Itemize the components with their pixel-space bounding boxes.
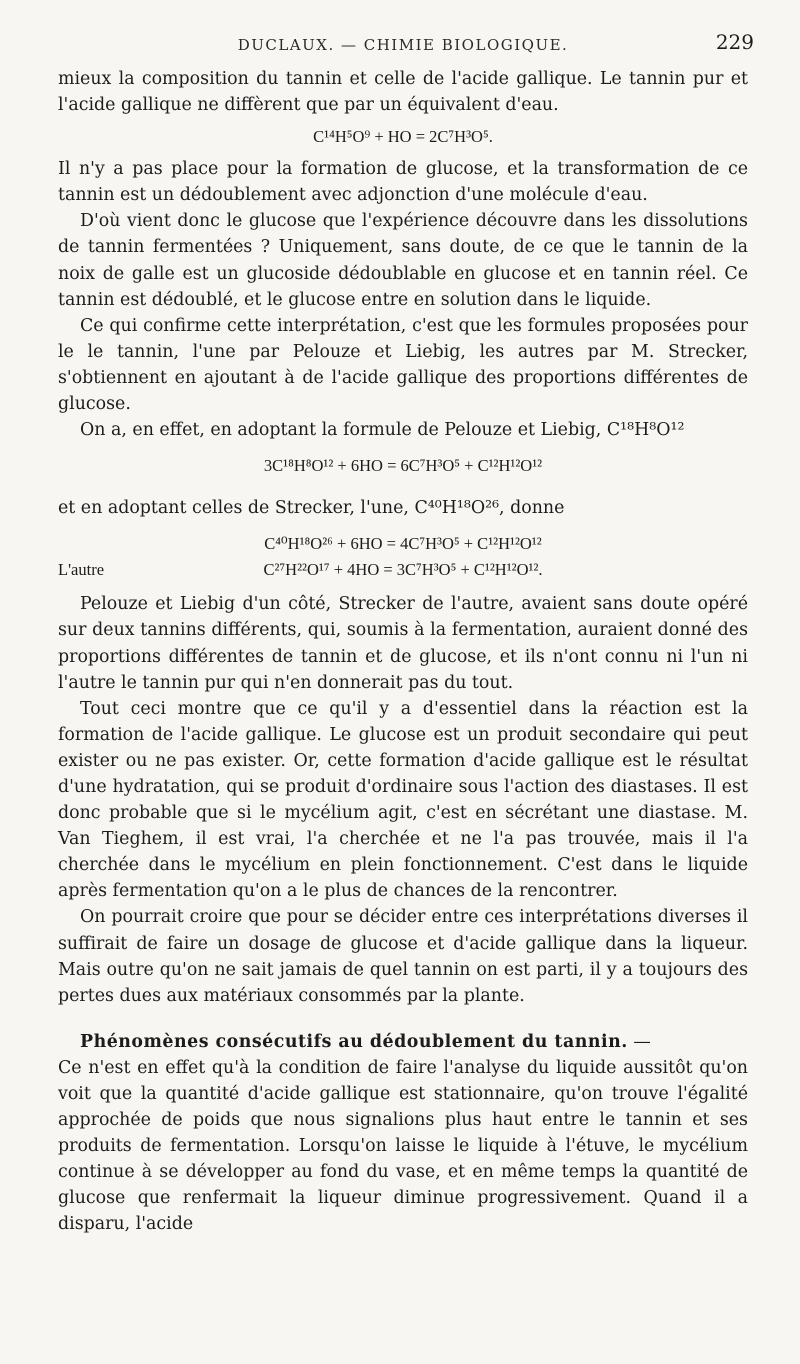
running-head: DUCLAUX. — CHIMIE BIOLOGIQUE. <box>237 36 569 54</box>
formula-1: C¹⁴H⁵O⁹ + HO = 2C⁷H³O⁵. <box>313 127 493 147</box>
paragraph-1: mieux la composition du tannin et celle de l'acide gallique. Le tannin pur et l'acide gallique ne diffèrent que par un équivalent d'eau. <box>58 69 748 116</box>
formula-3: C⁴⁰H¹⁸O²⁶ + 6HO = 4C⁷H³O⁵ + C¹²H¹²O¹² <box>264 534 542 554</box>
paragraph-4: Ce qui confirme cette interprétation, c'est que les formules proposées pour le le tannin, l'une par Pelouze et Liebig, les autres par M. Strecker, s'obtiennent en ajoutant à de l'acide gallique des proportions différentes de glucose. <box>58 315 748 415</box>
page-number: 229 <box>715 30 754 54</box>
formula-4-label: L'autre <box>58 560 105 580</box>
section-dash: — <box>627 1031 651 1052</box>
paragraph-10: Ce n'est en effet qu'à la condition de faire l'analyse du liquide aussitôt qu'on voit que la quantité d'acide gallique est stationnaire, qu'on trouve l'égalité approchée de poids que nous signalions plus haut entre le tannin et ses produits de fermentation. Lorsqu'on laisse le liquide à l'étuve, le mycélium continue à se développer au fond du vase, et en même temps la quantité de glucose que renfermait la liqueur diminue progressivement. Quand il a disparu, l'acide <box>58 1057 748 1235</box>
paragraph-5: On a, en effet, en adoptant la formule de Pelouze et Liebig, C¹⁸H⁸O¹² <box>80 420 685 441</box>
paragraph-6: et en adoptant celles de Strecker, l'une, C⁴⁰H¹⁸O²⁶, donne <box>58 498 565 519</box>
formula-2: 3C¹⁸H⁸O¹² + 6HO = 6C⁷H³O⁵ + C¹²H¹²O¹² <box>263 456 543 476</box>
paragraph-7: Pelouze et Liebig d'un côté, Strecker de l'autre, avaient sans doute opéré sur deux tannins différents, qui, soumis à la fermentation, auraient donné des proportions différentes de tannin et de glucose, et ils n'ont connu ni l'un ni l'autre le tannin pur qui n'en donnerait pas du tout. <box>58 594 748 693</box>
formula-4: C²⁷H²²O¹⁷ + 4HO = 3C⁷H³O⁵ + C¹²H¹²O¹². <box>263 560 543 580</box>
paragraph-2: Il n'y a pas place pour la formation de glucose, et la transformation de ce tannin est un dédoublement avec adjonction d'une molécule d'eau. <box>58 159 748 206</box>
paragraph-9: On pourrait croire que pour se décider entre ces interprétations diverses il suffirait de faire un dosage de glucose et d'acide gallique dans la liqueur. Mais outre qu'on ne sait jamais de quel tannin on est parti, il y a toujours des pertes dues aux matériaux consommés par la plante. <box>58 907 748 1006</box>
section-paragraph <box>58 1029 748 1055</box>
section-title: Phénomènes consécutifs au dédoublement du tannin. <box>80 1031 628 1052</box>
book-page <box>58 30 754 1238</box>
page-header <box>58 30 754 66</box>
paragraph-3: D'où vient donc le glucose que l'expérience découvre dans les dissolutions de tannin fermentées ? Uniquement, sans doute, de ce que le tannin de la noix de galle est un glucoside dédoublable en glucose et en tannin réel. Ce tannin est dédoublé, et le glucose entre en solution dans le liquide. <box>58 211 748 310</box>
paragraph-8: Tout ceci montre que ce qu'il y a d'essentiel dans la réaction est la formation de l'acide gallique. Le glucose est un produit secondaire qui peut exister ou ne pas exister. Or, cette formation d'acide gallique est le résultat d'une hydratation, qui se produit d'ordinaire sous l'action des diastases. Il est donc probable que si le mycélium agit, c'est en sécrétant une diastase. M. Van Tieghem, il est vrai, l'a cherchée et ne l'a pas trouvée, mais il l'a cherchée dans le mycélium en plein fonctionnement. C'est dans le liquide après fermentation qu'on a le plus de chances de la rencontrer. <box>58 698 748 902</box>
formula-4-row <box>58 557 748 583</box>
